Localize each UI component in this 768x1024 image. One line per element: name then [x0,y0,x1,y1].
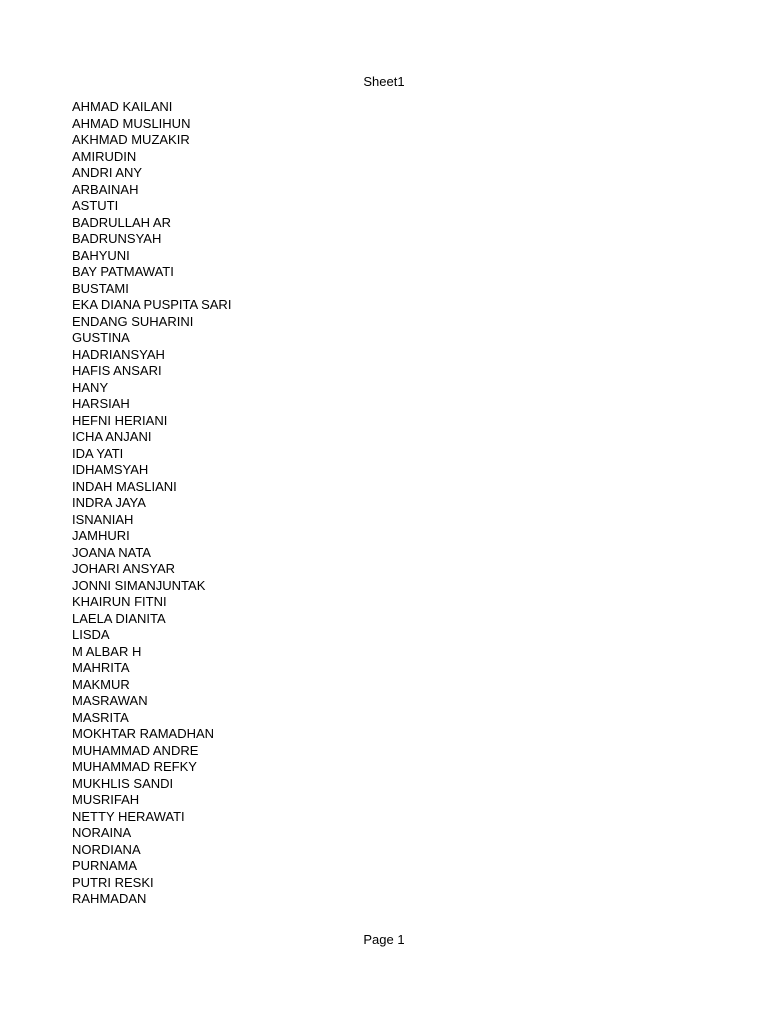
name-list-item: BADRULLAH AR [72,214,171,230]
name-list-item: AKHMAD MUZAKIR [72,132,190,147]
name-list-item: JOANA NATA [72,544,151,560]
name-list-item: PURNAMA [72,858,138,873]
name-list-item: NORAINA [72,825,132,840]
name-list-item: ENDANG SUHARINI [72,313,194,329]
name-list-item: BADRUNSYAH [72,231,162,246]
name-list-item: AHMAD KAILANI [72,99,173,114]
name-list-item: HEFNI HERIANI [72,412,168,428]
name-list-item: NORDIANA [72,841,141,857]
name-list-item: INDAH MASLIANI [72,478,177,494]
name-list-item: MUHAMMAD REFKY [72,759,197,774]
name-list-item: AMIRUDIN [72,148,137,164]
name-list-item: BAHYUNI [72,247,130,263]
page-footer: Page 1 [363,932,405,947]
name-list-item: MUKHLIS SANDI [72,775,174,791]
name-list-item: EKA DIANA PUSPITA SARI [72,297,232,312]
name-list-item: MUSRIFAH [72,792,140,807]
name-list-item: ISNANIAH [72,511,134,527]
page-header: Sheet1 [363,74,405,89]
name-list-item: BAY PATMAWATI [72,264,174,279]
name-list-item: KHAIRUN FITNI [72,594,167,609]
name-list-item: AHMAD MUSLIHUN [72,115,191,131]
name-list-item: RAHMADAN [72,891,147,906]
name-list-item: MOKHTAR RAMADHAN [72,726,215,741]
name-list-item: MASRITA [72,709,129,725]
name-list-item: IDA YATI [72,445,124,461]
name-list-item: HARSIAH [72,396,130,411]
name-list-item: JAMHURI [72,528,130,543]
name-list-item: PUTRI RESKI [72,874,154,890]
name-list-item: ANDRI ANY [72,165,143,180]
name-list-item: NETTY HERAWATI [72,808,185,824]
name-list-item: INDRA JAYA [72,495,146,510]
name-list-item: HADRIANSYAH [72,346,165,362]
name-list-item: ASTUTI [72,198,119,213]
name-list [72,99,231,908]
name-list-item: HAFIS ANSARI [72,363,162,378]
name-list-item: LAELA DIANITA [72,610,166,626]
name-list-item: GUSTINA [72,330,130,345]
name-list-item: MASRAWAN [72,693,148,708]
name-list-item: MAHRITA [72,660,130,675]
name-list-item: BUSTAMI [72,280,129,296]
name-list-item: IDHAMSYAH [72,462,149,477]
name-list-item: ICHA ANJANI [72,429,152,444]
name-list-item: LISDA [72,627,110,642]
name-list-item: MAKMUR [72,676,130,692]
name-list-item: JOHARI ANSYAR [72,561,176,576]
name-list-item: M ALBAR H [72,643,142,659]
name-list-item: HANY [72,379,109,395]
name-list-item: MUHAMMAD ANDRE [72,742,199,758]
name-list-item: ARBAINAH [72,181,139,197]
name-list-item: JONNI SIMANJUNTAK [72,577,206,593]
